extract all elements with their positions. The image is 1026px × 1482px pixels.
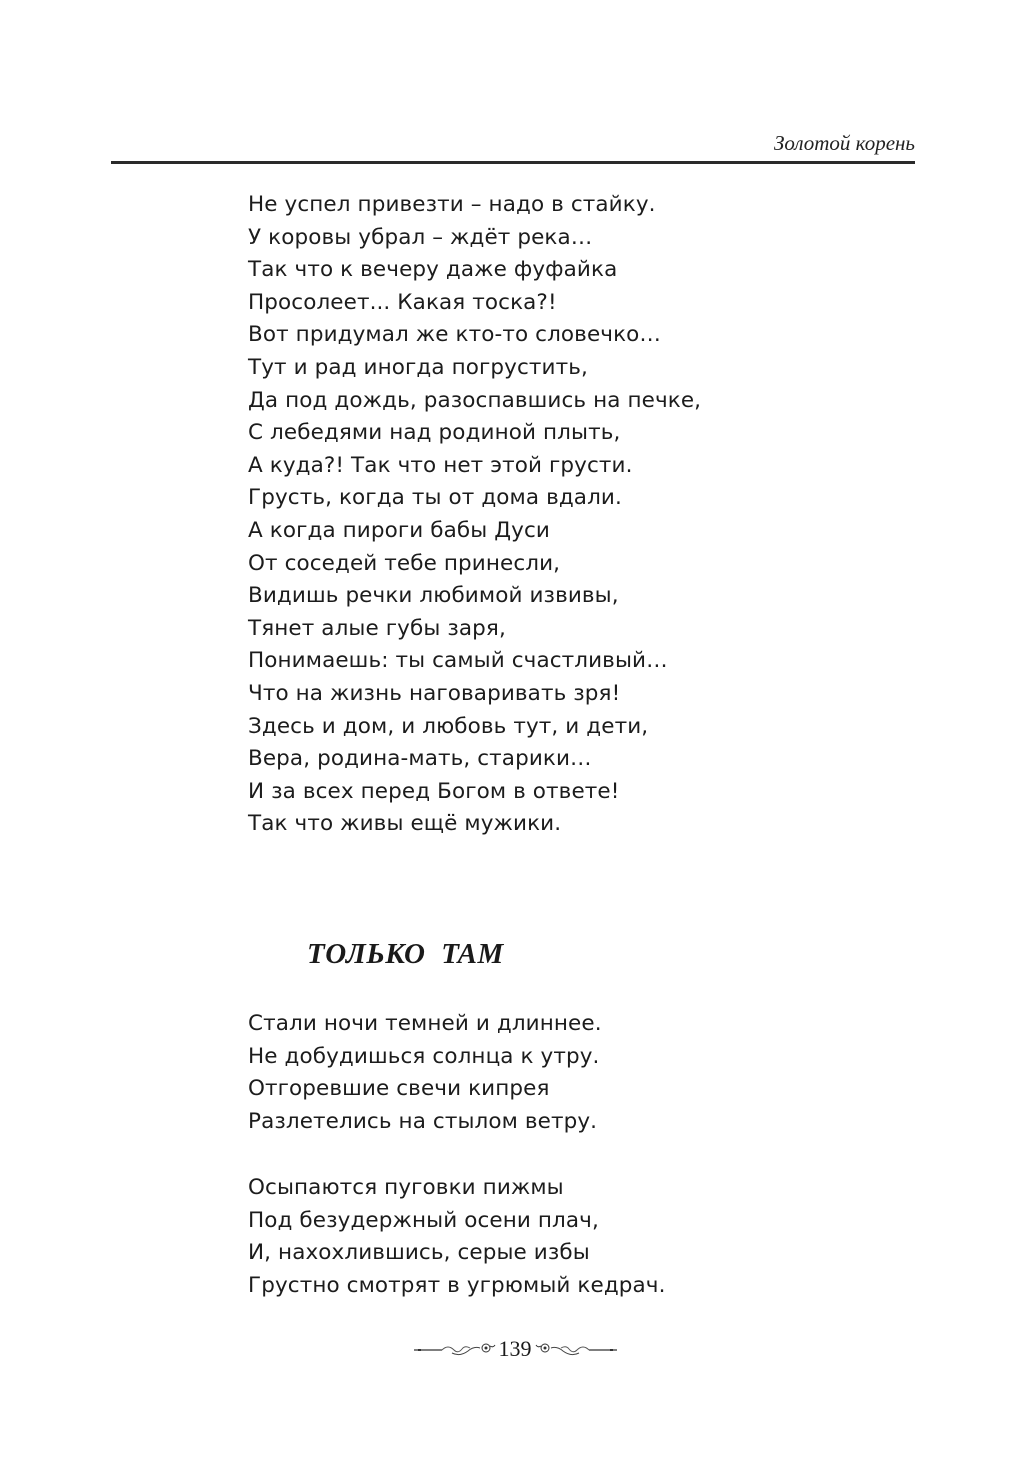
poem-stanza-1 xyxy=(248,1008,602,1138)
verse-line: Не успел привезти – надо в стайку. xyxy=(248,192,656,217)
verse-line: От соседей тебе принесли, xyxy=(248,550,561,576)
verse-line: Грустно смотрят в угрюмый кедрач. xyxy=(248,1272,666,1298)
verse-line: Здесь и дом, и любовь тут, и дети, xyxy=(248,713,649,739)
poem-title: ТОЛЬКО ТАМ xyxy=(307,938,504,970)
flourish-ornament-left-icon xyxy=(412,1339,497,1359)
verse-line: А когда пироги бабы Дуси xyxy=(248,517,551,543)
verse-line: Не добудишься солнца к утру. xyxy=(248,1043,600,1069)
verse-line: Да под дождь, разоспавшись на печке, xyxy=(248,387,702,413)
verse-line: Понимаешь: ты самый счастливый… xyxy=(248,648,668,674)
header-divider xyxy=(111,161,915,164)
flourish-ornament-right-icon xyxy=(534,1339,619,1359)
page-footer xyxy=(400,1334,630,1364)
verse-line: Осыпаются пуговки пижмы xyxy=(248,1175,564,1200)
verse-line: Просолеет... Какая тоска?! xyxy=(248,289,557,315)
verse-line: А куда?! Так что нет этой грусти. xyxy=(248,452,633,478)
page-number: 139 xyxy=(498,1336,532,1361)
running-header-title: Золотой корень xyxy=(773,131,915,155)
verse-line: Так что к вечеру даже фуфайка xyxy=(248,257,618,283)
verse-line: Отгоревшие свечи кипрея xyxy=(248,1076,550,1102)
verse-line: Так что живы ещё мужики. xyxy=(248,811,562,837)
verse-line: И за всех перед Богом в ответе! xyxy=(248,778,620,804)
poem-text xyxy=(248,189,701,841)
verse-line: Вера, родина-мать, старики… xyxy=(248,746,592,772)
verse-line: Разлетелись на стылом ветру. xyxy=(248,1108,598,1134)
verse-line: У коровы убрал – ждёт река… xyxy=(248,224,593,250)
verse-line: Тут и рад иногда погрустить, xyxy=(248,354,588,380)
verse-line: Видишь речки любимой извивы, xyxy=(248,583,619,609)
verse-line: Тянет алые губы заря, xyxy=(248,615,506,641)
verse-line: И, нахохлившись, серые избы xyxy=(248,1240,590,1266)
poem-stanza-2 xyxy=(248,1172,666,1302)
verse-line: С лебедями над родиной плыть, xyxy=(248,420,621,446)
verse-line: Вот придумал же кто-то словечко… xyxy=(248,322,662,348)
verse-line: Что на жизнь наговаривать зря! xyxy=(248,680,621,706)
verse-line: Под безудержный осени плач, xyxy=(248,1207,599,1233)
verse-line: Стали ночи темней и длиннее. xyxy=(248,1011,602,1036)
verse-line: Грусть, когда ты от дома вдали. xyxy=(248,485,622,511)
